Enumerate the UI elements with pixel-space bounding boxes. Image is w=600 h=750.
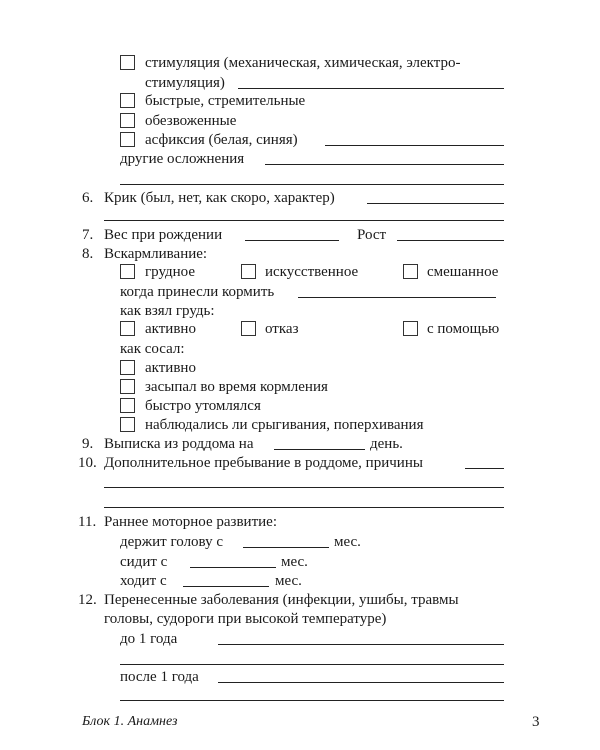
stimulation-answer-line[interactable] xyxy=(238,88,504,89)
item6-number: 6. xyxy=(82,190,94,206)
cry-answer-line[interactable] xyxy=(367,203,504,204)
past-diseases-label-line2: головы, судороги при высокой температуре) xyxy=(104,611,387,627)
refusal-label: отказ xyxy=(265,321,299,337)
item11-number: 11. xyxy=(78,514,97,530)
checkbox-tired-quickly[interactable] xyxy=(120,398,135,413)
checkbox-dehydrated[interactable] xyxy=(120,113,135,128)
discharge-day-label: день. xyxy=(370,436,403,452)
mixed-feeding-label: смешанное xyxy=(427,264,499,280)
extra-stay-line-2[interactable] xyxy=(104,487,504,488)
motor-dev-label: Раннее моторное развитие: xyxy=(104,514,277,530)
sits-unit: мес. xyxy=(281,554,308,570)
holds-head-label: держит голову с xyxy=(120,534,224,550)
other-complications-line[interactable] xyxy=(265,164,504,165)
after-1-year-label: после 1 года xyxy=(120,669,199,685)
checkbox-mixed-feeding[interactable] xyxy=(403,264,418,279)
extra-stay-line[interactable] xyxy=(465,468,504,469)
when-brought-label: когда принесли кормить xyxy=(120,284,275,300)
birth-weight-label: Вес при рождении xyxy=(104,227,223,243)
under-1-year-line-2[interactable] xyxy=(120,664,504,665)
checkbox-stimulation[interactable] xyxy=(120,55,135,70)
fell-asleep-label: засыпал во время кормления xyxy=(145,379,328,395)
stimulation-label-line1: стимуляция (механическая, химическая, электро- xyxy=(145,55,461,71)
page-number: 3 xyxy=(532,714,540,730)
item7-number: 7. xyxy=(82,227,94,243)
checkbox-fast[interactable] xyxy=(120,93,135,108)
holds-head-line[interactable] xyxy=(243,547,329,548)
after-1-year-line-2[interactable] xyxy=(120,700,504,701)
item10-number: 10. xyxy=(78,455,97,471)
tired-quickly-label: быстро утомлялся xyxy=(145,398,261,414)
when-brought-line[interactable] xyxy=(298,297,496,298)
checkbox-refusal[interactable] xyxy=(241,321,256,336)
past-diseases-label-line1: Перенесенные заболевания (инфекции, ушибы, травмы xyxy=(104,592,459,608)
active-label: активно xyxy=(145,321,196,337)
with-help-label: с помощью xyxy=(427,321,500,337)
feeding-label: Вскармливание: xyxy=(104,246,208,262)
regurgitation-label: наблюдались ли срыгивания, поперхивания xyxy=(145,417,424,433)
under-1-year-label: до 1 года xyxy=(120,631,178,647)
after-1-year-line[interactable] xyxy=(218,682,504,683)
dehydrated-label: обезвоженные xyxy=(145,113,237,129)
stimulation-label-line2: стимуляция) xyxy=(145,75,225,91)
height-label: Рост xyxy=(357,227,387,243)
active-2-label: активно xyxy=(145,360,196,376)
walks-label: ходит с xyxy=(120,573,167,589)
height-line[interactable] xyxy=(397,240,504,241)
checkbox-active-2[interactable] xyxy=(120,360,135,375)
item9-number: 9. xyxy=(82,436,94,452)
extra-stay-label: Дополнительное пребывание в роддоме, причины xyxy=(104,455,423,471)
checkbox-active[interactable] xyxy=(120,321,135,336)
breast-feeding-label: грудное xyxy=(145,264,196,280)
other-complications-label: другие осложнения xyxy=(120,151,245,167)
sits-label: сидит с xyxy=(120,554,168,570)
cry-answer-line-2[interactable] xyxy=(104,220,504,221)
item8-number: 8. xyxy=(82,246,94,262)
other-complications-line-2[interactable] xyxy=(120,184,504,185)
checkbox-breast-feeding[interactable] xyxy=(120,264,135,279)
asphyxia-label: асфиксия (белая, синяя) xyxy=(145,132,298,148)
artificial-feeding-label: искусственное xyxy=(265,264,359,280)
how-took-breast-label: как взял грудь: xyxy=(120,303,215,319)
holds-head-unit: мес. xyxy=(334,534,361,550)
walks-line[interactable] xyxy=(183,586,269,587)
how-sucked-label: как сосал: xyxy=(120,341,185,357)
checkbox-fell-asleep[interactable] xyxy=(120,379,135,394)
item12-number: 12. xyxy=(78,592,97,608)
birth-weight-line[interactable] xyxy=(245,240,339,241)
checkbox-with-help[interactable] xyxy=(403,321,418,336)
discharge-label: Выписка из роддома на xyxy=(104,436,254,452)
checkbox-asphyxia[interactable] xyxy=(120,132,135,147)
asphyxia-answer-line[interactable] xyxy=(325,145,504,146)
footer-block-title: Блок 1. Анамнез xyxy=(82,714,178,729)
checkbox-artificial-feeding[interactable] xyxy=(241,264,256,279)
checkbox-regurgitation[interactable] xyxy=(120,417,135,432)
under-1-year-line[interactable] xyxy=(218,644,504,645)
extra-stay-line-3[interactable] xyxy=(104,507,504,508)
fast-label: быстрые, стремительные xyxy=(145,93,306,109)
cry-label: Крик (был, нет, как скоро, характер) xyxy=(104,190,335,206)
discharge-day-line[interactable] xyxy=(274,449,365,450)
sits-line[interactable] xyxy=(190,567,276,568)
walks-unit: мес. xyxy=(275,573,302,589)
